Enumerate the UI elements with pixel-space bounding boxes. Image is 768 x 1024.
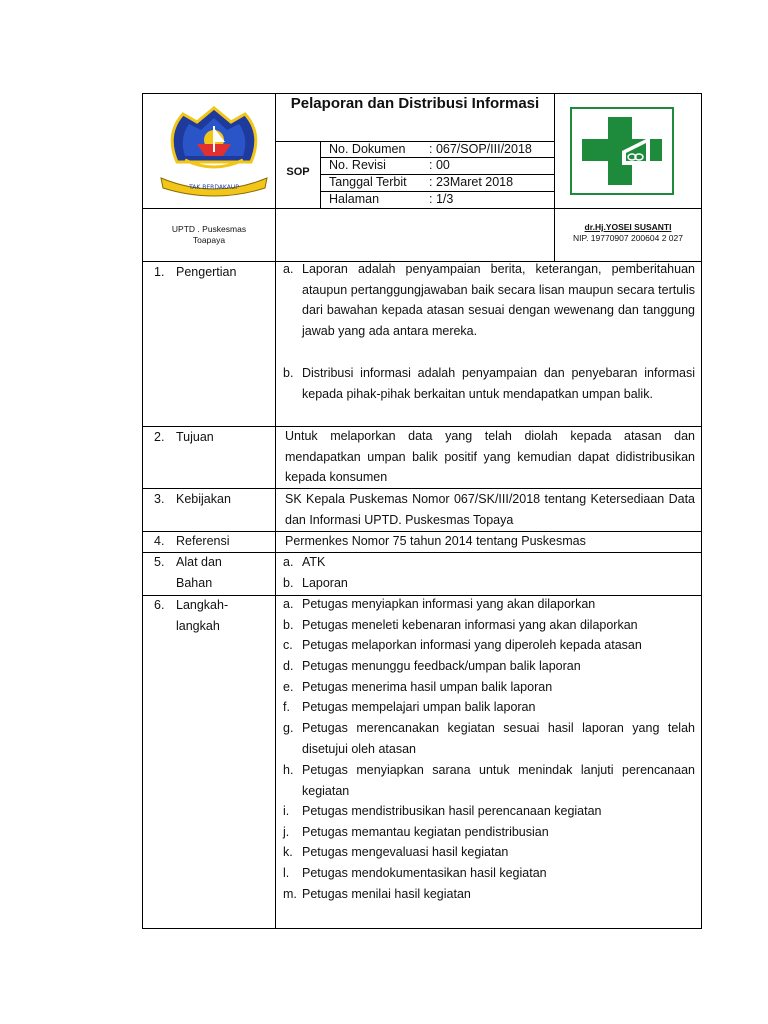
signer-nip: NIP. 19770907 200604 2 027: [573, 233, 683, 243]
meta-label-dokumen: No. Dokumen: [329, 142, 406, 156]
divider-col1: [275, 93, 276, 929]
meta-label-halaman: Halaman: [329, 192, 380, 206]
org-name: UPTD . Puskesmas Toapaya: [171, 224, 247, 245]
meta-label-revisi: No. Revisi: [329, 158, 386, 172]
section-number-3: 3.: [154, 492, 165, 506]
section-number-1: 1.: [154, 265, 165, 279]
step-item: Petugas menyiapkan informasi yang akan dilaporkan: [302, 597, 596, 611]
step-item: Petugas mempelajari umpan balik laporan: [302, 700, 536, 714]
section-number-4: 4.: [154, 534, 165, 548]
document-title: Pelaporan dan Distribusi Informasi: [290, 95, 540, 112]
step-item: Petugas mendokumentasikan hasil kegiatan: [302, 866, 547, 880]
referensi-text: Permenkes Nomor 75 tahun 2014 tentang Puskesmas: [285, 534, 586, 548]
step-item: Petugas memantau kegiatan pendistribusian: [302, 825, 549, 839]
tujuan-text: Untuk melaporkan data yang telah diolah kepada atasan dan mendapatkan umpan balik positif yang kemudian dapat didistribusikan kepada konsumen: [285, 429, 695, 485]
step-item: Petugas mendistribusikan hasil perencanaan kegiatan: [302, 804, 602, 818]
signer-name: dr.Hj.YOSEI SUSANTI: [584, 222, 672, 232]
step-item: Petugas mengevaluasi hasil kegiatan: [302, 845, 509, 859]
section-number-2: 2.: [154, 430, 165, 444]
meta-value-halaman: : 1/3: [429, 192, 454, 206]
regional-emblem-icon: [157, 104, 271, 200]
step-item: Petugas merencanakan kegiatan sesuai hasil laporan yang telah disetujui oleh atasan: [302, 721, 695, 756]
border-right: [701, 93, 702, 929]
border-bottom: [142, 928, 702, 929]
border-left: [142, 93, 143, 929]
meta-value-tanggal: : 23Maret 2018: [429, 175, 514, 189]
step-item: Petugas melaporkan informasi yang diperoleh kepada atasan: [302, 638, 642, 652]
divider-header-bottom: [142, 208, 702, 209]
divider-col-logo: [554, 93, 555, 262]
meta-value-revisi: : 00: [429, 158, 450, 172]
meta-label-tanggal: Tanggal Terbit: [329, 175, 407, 189]
step-item: Petugas menerima hasil umpan balik laporan: [302, 680, 553, 694]
step-item: Petugas menyiapkan sarana untuk menindak lanjuti perencanaan kegiatan: [302, 763, 695, 798]
divider-sop: [320, 141, 321, 209]
section-label-tujuan: Tujuan: [176, 430, 214, 444]
step-item: Petugas menilai hasil kegiatan: [302, 887, 471, 901]
meta-value-dokumen: : 067/SOP/III/2018: [429, 142, 532, 156]
section-label-kebijakan: Kebijakan: [176, 492, 231, 506]
section-label-referensi: Referensi: [176, 534, 230, 548]
emblem-banner-text: TAK BERDAKAUP: [189, 184, 239, 191]
kebijakan-text: SK Kepala Puskemas Nomor 067/SK/III/2018 tentang Ketersediaan Data dan Informasi UPTD. Puskesmas Topaya: [285, 492, 695, 527]
puskesmas-logo-icon: [570, 107, 674, 195]
alat-item: ATK: [302, 555, 326, 569]
signer-block: [558, 222, 698, 244]
section-label-alat: Alat dan Bahan: [176, 555, 222, 590]
step-item: Petugas meneleti kebenaran informasi yang akan dilaporkan: [302, 618, 638, 632]
section-number-5: 5.: [154, 555, 165, 569]
step-item: Petugas menunggu feedback/umpan balik laporan: [302, 659, 581, 673]
definition-distribusi: Distribusi informasi adalah penyampaian dan penyebaran informasi kepada pihak-pihak berkaitan untuk mendapatkan umpan balik.: [302, 366, 695, 401]
sop-label: SOP: [286, 166, 310, 178]
section-label-langkah: Langkah- langkah: [176, 598, 229, 633]
alat-item: Laporan: [302, 576, 348, 590]
border-top: [142, 93, 702, 94]
section-label-pengertian: Pengertian: [176, 265, 237, 279]
section-number-6: 6.: [154, 598, 165, 612]
definition-laporan: Laporan adalah penyampaian berita, keterangan, pemberitahuan ataupun pertanggungjawaban baik secara lisan maupun secara tertulis dari bawahan kepada atasan sesuai dengan wewenang dan tanggung jawab yang ada antara mereka.: [302, 262, 695, 339]
